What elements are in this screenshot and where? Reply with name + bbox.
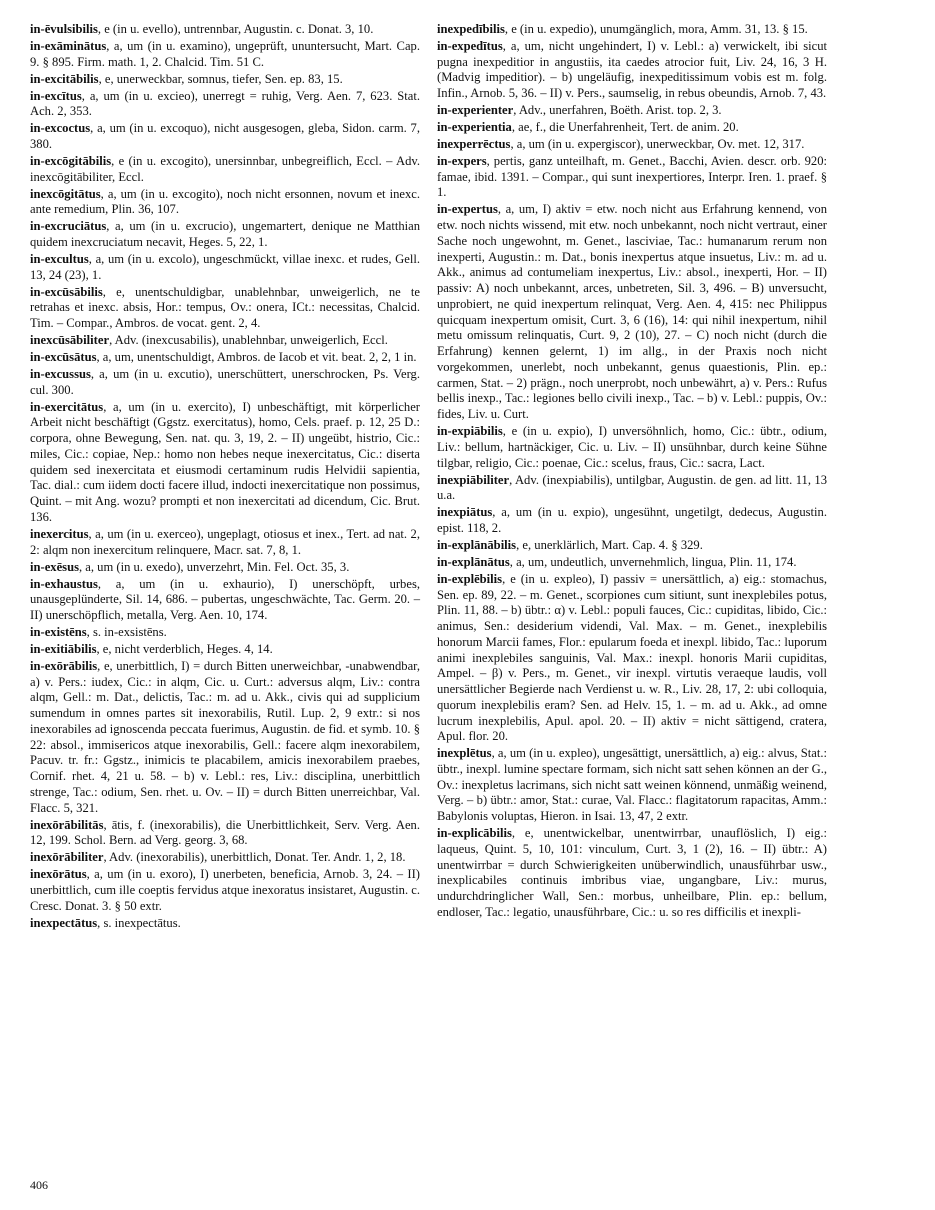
entry-headword: in-expers [437,153,487,168]
entry-body: , Adv. (inexorabilis), unerbittlich, Donat. Ter. Andr. 1, 2, 18. [103,850,406,865]
entry-headword: in-excītus [30,88,82,103]
entry-body: , a, um (in u. exhaurio), I) unerschöpft, urbes, unausgeplünderte, Sil. 14, 686. – pubertas, ungeschwächte, Tac. Germ. 20. – II) unerschöpflich, metalla, Verg. Aen. 10, 174. [30,576,420,622]
entry-body: , a, um (in u. excolo), ungeschmückt, villae inexc. et rudes, Gell. 13, 24 (23), 1. [30,252,420,282]
entry-headword: inexpectātus [30,915,98,930]
dictionary-entry [437,120,827,136]
entry-body: , e, unerklärlich, Mart. Cap. 4. § 329. [516,537,703,552]
entry-body: , a, um (in u. excrucio), ungemartert, denique ne Matthian quidem inexcruciatum necavit, Heges. 5, 22, 1. [30,219,420,250]
entry-headword: inexplētus [437,746,492,761]
entry-body: , Adv. (inexpiabilis), untilgbar, Augustin. de gen. ad litt. 11, 13 u.a. [437,472,827,503]
dictionary-entry [30,350,420,366]
entry-body: , s. inexpectātus. [97,915,181,930]
entry-body: , a, um (in u. excoquo), nicht ausgesogen, gleba, Sidon. carm. 7, 380. [30,121,420,151]
dictionary-entry [30,219,420,251]
entry-body: , pertis, ganz unteilhaft, m. Genet., Bacchi, Avien. descr. orb. 920: famae, ibid. 1391. – Compar., qui sunt inexpertiores, Interpr. Iren. 1. praef. § 1. [437,153,827,200]
entry-headword: in-expertus [437,202,498,217]
dictionary-entry [437,202,827,423]
entry-body: , a, um (in u. exerceo), ungeplagt, otiosus et inex., Tert. ad nat. 2, 2: alqm non inexercitum relinquere, Macr. sat. 7, 8, 1. [30,526,420,557]
entry-headword: inexcōgitātus [30,186,101,201]
entry-body: , a, um (in u. exoro), I) unerbeten, beneficia, Arnob. 3, 24. – II) unerbittlich, cum ille coeptis fervidus atque inexoratus insistaret, Augustin. c. Cresc. Donat. 3. § 50 extr. [30,867,420,913]
entry-body: , e, unerbittlich, I) = durch Bitten unerweichbar, -unabwendbar, a) v. Pers.: iudex, Cic.: in alqm, Cic. u. Curt.: adversus alqm, Liv.: contra alqm, Gell.: m. Dat., delictis, Tac.: m. ad u. Akk., civis qui ad supplicium sumendum in omnes partes sit inexorabilis, Rutil. Lup. 2, 9 extr.: si nos inexorabiles ad ignoscenda peccata fuerimus, Augustin. de fid. et symb. 10. § 22: absol., immisericos atque inexorabilis, Gell.: facere alqm inexorabilem, Pacuv. tr. fr.: Ggstz., inimicis te placabilem, amicis inexorabilem praebes, Cornif. rhet. 4, 21 u. 58. – b) v. Lebl.: res, Liv.: disciplina, unerbittlich strenge, Tac.: odium, Sen. rhet. u. Ov. – II) = durch Bitten unerreichbar, Val. Flacc. 5, 321. [30,658,420,815]
entry-headword: in-excoctus [30,121,91,136]
dictionary-entry [437,538,827,554]
entry-body: , a, um (in u. expio), ungesühnt, ungetilgt, dedecus, Augustin. epist. 118, 2. [437,505,827,535]
entry-body: , a, um (in u. exercito), I) unbeschäftigt, mit körperlicher Arbeit nicht beschäftigt (Ggstz. exercitatus), homo, Cels. praef. p. 12, 25 D.: corpora, ohne Bewegung, Sen. nat. qu. 3, 19, 2. – II) ungeübt, histrio, Cic.: miles, Cic.: copiae, Nep.: homo non hebes neque inexercitatus, Cic.: diserta quidem sed inexercitata et eiusmodi certaminum rudis Helvidii sapientia, Tac. dial.: cum iidem docti facere illud, indocti inexercitatique non possimus, Quint. – mit Ang. wozu? prompti et non inexercitati ad dicendum, Cic. Brut. 136. [30,399,420,524]
dictionary-entry [30,252,420,284]
entry-headword: in-existēns [30,624,87,639]
entry-body: , e (in u. expedio), unumgänglich, mora, Amm. 31, 13. § 15. [504,22,808,36]
dictionary-entry [30,121,420,153]
dictionary-entry [30,818,420,850]
dictionary-entry [30,89,420,121]
entry-headword: inexercitus [30,526,89,541]
entry-headword: in-exhaustus [30,576,98,591]
dictionary-entry [437,572,827,745]
dictionary-entry [30,867,420,914]
entry-headword: inexperrēctus [437,137,511,151]
entry-headword: in-explānātus [437,554,510,569]
dictionary-entry [30,367,420,399]
entry-headword: in-explēbilis [437,571,503,586]
left-column [30,22,420,933]
entry-body: , ātis, f. (inexorabilis), die Unerbittlichkeit, Serv. Verg. Aen. 12, 199. Schol. Bern. ad Verg. georg. 3, 68. [30,817,420,848]
entry-body: , e (in u. excogito), unersinnbar, unbegreiflich, Eccl. – Adv. inexcōgitābiliter, Eccl. [30,153,420,184]
entry-headword: in-ēvulsibilis [30,22,98,36]
dictionary-entry [30,577,420,624]
entry-headword: in-explicābilis [437,826,512,841]
dictionary-entry [30,22,420,38]
dictionary-entry [437,137,827,153]
dictionary-entry [30,527,420,559]
entry-body: , a, um (in u. expleo), ungesättigt, unersättlich, a) eig.: alvus, Stat.: übtr., inexpl. lumine spectare formam, sich nicht satt sehen können an der G., Ov.: inexpletus lacrimans, sich nicht satt weinen könnend, unmäßig weinend, Verg. – b) übtr.: amor, Stat.: curae, Val. Flacc.: flagitatorum rapacitas, Amm.: Babylonis voluptas, Hieron. in Isai. 13, 47, 2 extr. [437,746,827,824]
dictionary-entry [437,746,827,825]
entry-headword: in-excussus [30,367,91,381]
entry-headword: in-exāminātus [30,38,107,53]
entry-body: , a, um, nicht ungehindert, I) v. Lebl.: a) verwickelt, ibi sicut pugna inexpeditior in angustiis, ita caedes atrocior fuit, Liv. 24, 16, 3 H. (Madvig impeditior). – b) ungeläufig, inexpeditissimum vobis est m. folg. Infin., Arnob. 5, 36. – II) v. Pers., saumselig, in rebus obeundis, Arnob. 7, 43. [437,38,827,101]
entry-headword: in-excūsābilis [30,284,103,299]
entry-headword: in-experienter [437,103,514,118]
entry-headword: inexōrātus [30,867,87,882]
dictionary-entry [30,187,420,219]
entry-headword: in-exercitātus [30,399,104,414]
entry-body: , a, um, undeutlich, unvernehmlich, lingua, Plin. 11, 174. [509,554,797,569]
entry-body: , e (in u. evello), untrennbar, Augustin. c. Donat. 3, 10. [97,22,374,36]
dictionary-entry [437,826,827,921]
dictionary-entry [437,473,827,505]
dictionary-entry [437,505,827,537]
entry-body: , a, um, unentschuldigt, Ambros. de Iacob et vit. beat. 2, 2, 1 in. [96,350,417,365]
entry-headword: in-exēsus [30,559,79,574]
dictionary-entry [30,333,420,349]
dictionary-entry [30,916,420,932]
entry-body: , s. in-exsistēns. [86,624,167,639]
dictionary-entry [437,424,827,471]
dictionary-entry [30,400,420,526]
entry-headword: inexōrābilitās [30,817,104,832]
dictionary-entry [437,39,827,102]
entry-body: , e (in u. expio), I) unversöhnlich, homo, Cic.: übtr., odium, Liv.: bellum, hartnäckiger, Cic. u. Liv. – II) unsühnbar, durch keine Sühne tilgbar, religio, Cic.: poenae, Cic.: scelus, fraus, Cic.: sacra, Lact. [437,424,827,470]
dictionary-entry [437,22,827,38]
entry-headword: in-excruciātus [30,219,107,234]
entry-body: , Adv., unerfahren, Boëth. Arist. top. 2, 3. [513,103,722,118]
dictionary-entry [437,154,827,201]
entry-headword: in-excultus [30,252,89,266]
page-number: 406 [30,1178,48,1192]
dictionary-entry [30,39,420,71]
entry-body: , ae, f., die Unerfahrenheit, Tert. de anim. 20. [511,120,739,135]
dictionary-entry [30,642,420,658]
entry-headword: inexpiātus [437,505,493,520]
entry-headword: in-expiābilis [437,424,503,439]
entry-headword: inexpiābiliter [437,472,510,487]
entry-headword: in-expedītus [437,38,503,53]
entry-headword: in-excōgitābilis [30,153,112,168]
entry-headword: inexcūsābiliter [30,333,110,348]
dictionary-entry [30,560,420,576]
right-column [437,22,827,922]
entry-headword: in-excūsātus [30,350,97,365]
dictionary-entry [437,103,827,119]
entry-headword: inexōrābiliter [30,850,104,865]
entry-headword: in-exitiābilis [30,641,97,656]
entry-body: , e, unentschuldigbar, unablehnbar, unweigerlich, ne te retrahas et inexc. absis, Hor.: tempus, Ov.: onera, ICt.: necessitas, Chalcid. Tim. – Compar., Ambros. de vocat. gent. 2, 4. [30,284,420,331]
dictionary-entry [30,850,420,866]
dictionary-entry [30,285,420,332]
entry-body: , e, unentwickelbar, unentwirrbar, unauflöslich, I) eig.: laqueus, Quint. 5, 10, 101: vinculum, Curt. 3, 1 (2), 16. – II) übtr.: A) unentwirrbar = durch Schwierigkeiten unüberwindlich, unausführbar usw., inexplicabiles continuis imbribus viae, ungangbare, Liv.: murus, undurchdringlicher Wall, Sen.: morbus, unheilbare, Plin. ep.: bellum, endloser, Tac.: legatio, unausführbare, Cic.: u. so res difficilis et inexpli- [437,826,827,919]
dictionary-entry [30,659,420,817]
entry-headword: inexpedībilis [437,22,505,36]
dictionary-entry [437,555,827,571]
entry-body: , a, um (in u. exedo), unverzehrt, Min. Fel. Oct. 35, 3. [78,559,350,574]
entry-body: , e (in u. expleo), I) passiv = unersättlich, a) eig.: stomachus, Sen. ep. 89, 22. – m. Genet., scorpiones cum sitiunt, sunt inexplebiles potus, Plin. 11, 88. – b) übtr.: α) v. Lebl.: populi fauces, Cic.: cupiditas, libido, Cic.: animus, Sen.: desiderium videndi, Val. Max. – m. Genet., inexplebilis honorum Marcii fames, Flor.: epularum foeda et inexpl. libido, Tac.: luporum animi inexplebiles sanguinis, Val. Max.: inexpl. honoris Marii cupiditas, Ampel. – β) v. Pers., m. Genet., vir inexpl. virtutis veraeque laudis, voll unersättlicher Begierde nach Verdienst u. w. R., Liv. 28, 17, 2: ubi colloquia, quorum inexplebilis eram? Sen. ad Helv. 15, 1. – m. ad u. Akk., ad omne lucrum inexplebilis, Apul. apol. 20. – II) aktiv = nicht sättigend, cratera, Apul. flor. 20. [437,571,827,744]
entry-headword: in-explānābilis [437,537,517,552]
dictionary-entry [30,72,420,88]
entry-body: , Adv. (inexcusabilis), unablehnbar, unweigerlich, Eccl. [109,333,388,348]
entry-headword: in-exōrābilis [30,658,98,673]
entry-body: , e, nicht verderblich, Heges. 4, 14. [96,641,273,656]
entry-body: , e, unerweckbar, somnus, tiefer, Sen. ep. 83, 15. [98,71,343,86]
entry-body: , a, um (in u. excogito), noch nicht ersonnen, novum et inexc. ante remedium, Plin. 36, 107. [30,186,420,217]
dictionary-entry [30,625,420,641]
entry-body: , a, um (in u. examino), ungeprüft, ununtersucht, Mart. Cap. 9. § 895. Firm. math. 1, 2. Chalcid. Tim. 51 C. [30,38,420,69]
entry-body: , a, um (in u. excutio), unerschüttert, unerschrocken, Ps. Verg. cul. 300. [30,367,420,397]
entry-body: , a, um (in u. excieo), unerregt = ruhig, Verg. Aen. 7, 623. Stat. Ach. 2, 353. [30,88,420,119]
entry-headword: in-experientia [437,120,512,135]
dictionary-entry [30,154,420,186]
entry-body: , a, um (in u. expergiscor), unerweckbar, Ov. met. 12, 317. [510,137,805,151]
entry-body: , a, um, I) aktiv = etw. noch nicht aus Erfahrung kennend, von etw. noch nichts wissend, mit etw. noch unbekannt, noch nicht vertraut, einer Sache noch ungewohnt, m. Genet., lasciviae, Tac.: humanarum rerum non inexperti, Augustin.: m. Dat., bonis inexpertus atque insuetus, Liv.: m. ad u. Akk., animus ad contumeliam inexpertus, Liv.: absol., inexperti, Hor. – II) passiv: A) noch unbekannt, arces, unbetreten, Sil. 3, 496. – B) unversucht, unprobiert, ne quid inexpertum relinquat, Verg. Aen. 4, 415: nec Philippus quicquam inexpertum omisit, Curt. 3, 6 (16), 14: qui nihil inexpertum, nihil metu omissum relinquatis, Curt. 9, 2 (10), 27. – C) noch nicht (durch die Erfahrung) kennen gelernt, 1) im allg., in der Praxis noch nicht vorgekommen, unerlebt, noch unbekannt, genus quaestionis, Plin. ep.: carmen, Stat. – 2) prägn., noch unerprobt, noch unbewährt, a) v. Pers.: Rufus bellis inexp., Tac.: legiones bello civili inexp., Tac. – b) v. Lebl.: puppis, Ov.: fides, Liv. u. Curt. [437,202,827,422]
entry-headword: in-excitābilis [30,71,99,86]
